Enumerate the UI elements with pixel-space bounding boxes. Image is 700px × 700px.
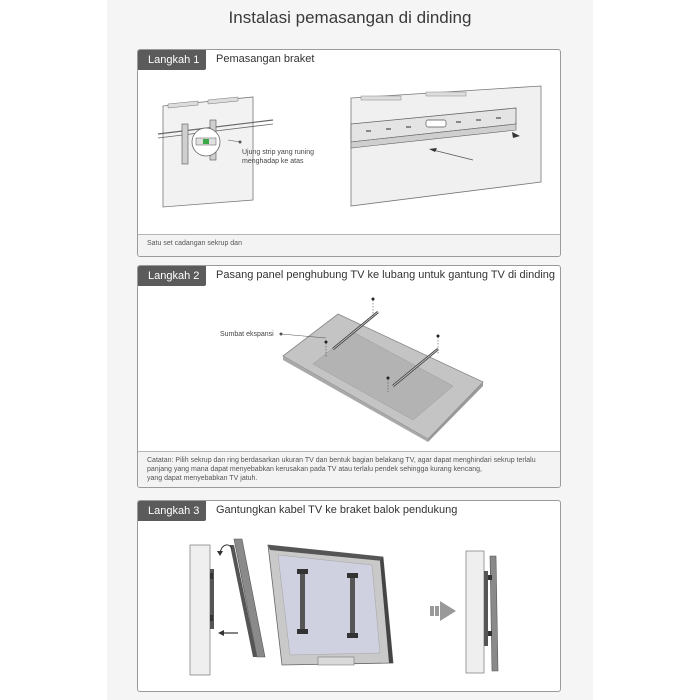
page-title: Instalasi pemasangan di dinding xyxy=(228,8,472,27)
step-1-title: Pemasangan braket xyxy=(216,53,315,65)
step-1-annotation-2: menghadap ke atas xyxy=(242,158,304,165)
step-3-panel xyxy=(137,500,561,692)
step-3-label: Langkah 3 xyxy=(138,501,206,521)
step-2-panel xyxy=(137,265,561,488)
step-3-header xyxy=(138,501,560,521)
step-1-label: Langkah 1 xyxy=(138,50,206,70)
step-1-note: Satu set cadangan sekrup dan xyxy=(138,234,560,257)
step-1-panel xyxy=(137,49,561,257)
step-3-side-view-left xyxy=(190,539,270,681)
step-3-side-view-right xyxy=(466,551,506,676)
step-2-title: Pasang panel penghubung TV ke lubang untuk gantung TV di dinding xyxy=(216,269,556,281)
step-2-header xyxy=(138,266,560,286)
step-2-note-line-2: panjang yang mana dapat menyebabkan kerusakan pada TV atau terlalu pendek sehingga kurang kencang, xyxy=(147,466,482,473)
step-2-label: Langkah 2 xyxy=(138,266,206,286)
step-2-note-line-3: yang dapat menyebabkan TV jatuh. xyxy=(147,475,258,482)
step-1-header xyxy=(138,50,560,70)
step-2-note-line-1: Catatan: Pilih sekrup dan ring berdasarkan ukuran TV dan bentuk bagian belakang TV, agar dapat menghindari sekrup terlalu xyxy=(147,457,536,464)
step-1-annotation-1: Ujung strip yang runing xyxy=(242,149,314,156)
step-1-rail-illustration xyxy=(351,86,546,206)
step-3-next-arrow xyxy=(430,601,456,621)
step-2-annotation-pointer xyxy=(278,330,328,342)
step-2-note xyxy=(138,451,560,488)
instruction-page xyxy=(107,0,593,700)
step-3-title: Gantungkan kabel TV ke braket balok pendukung xyxy=(216,504,458,516)
step-2-tv-illustration xyxy=(278,294,488,444)
step-3-tv-back xyxy=(268,545,398,667)
step-2-annotation: Sumbat ekspansi xyxy=(220,331,274,338)
